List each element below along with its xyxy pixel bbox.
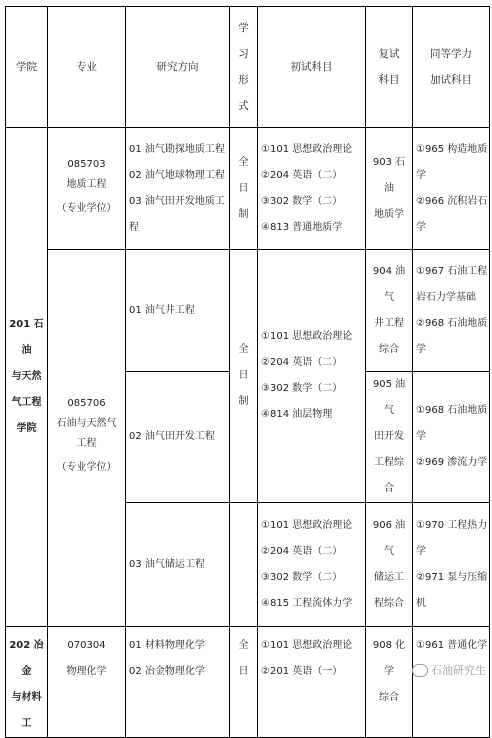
major-070304-cell: 070304 物理化学	[48, 627, 126, 738]
pe-study-form-03	[230, 503, 258, 627]
header-extra: 同等学力 加试科目	[413, 7, 490, 128]
chem-retest: 908 化学 综合	[366, 627, 413, 738]
pe-retest-03: 906 油气 储运工 程综合	[366, 503, 413, 627]
table-row-085703	[6, 128, 490, 250]
header-exam: 初试科目	[258, 7, 366, 128]
pe-exams-03: ①101 思想政治理论 ②204 英语（二） ③302 数学（二） ④815 工程流体力学	[258, 503, 366, 627]
college-202-cell: 202 冶金 与材料工	[6, 627, 48, 738]
pe-direction-03: 03 油气储运工程	[126, 503, 230, 627]
header-college: 学院	[6, 7, 48, 128]
chem-study-form: 全 日	[230, 627, 258, 738]
geo-exams: ①101 思想政治理论 ②204 英语（二） ③302 数学（二） ④813 普通地质学	[258, 128, 366, 250]
pe-retest-01: 904 油气 井工程 综合	[366, 250, 413, 372]
pe-exams: ①101 思想政治理论 ②204 英语（二） ③302 数学（二） ④814 油层物理	[258, 250, 366, 503]
pe-study-form: 全 日 制	[230, 250, 258, 503]
geo-study-form: 全 日 制	[230, 128, 258, 250]
pe-extra-03: ①970 工程热力 学 ②971 泵与压缩 机	[413, 503, 490, 627]
chat-bubble-icon	[412, 664, 428, 677]
pe-direction-01: 01 油气井工程	[126, 250, 230, 372]
chem-directions: 01 材料物理化学 02 冶金物理化学	[126, 627, 230, 738]
geo-extra: ①965 构造地质 学 ②966 沉积岩石 学	[413, 128, 490, 250]
table-row-070304	[6, 627, 490, 738]
watermark: 石油研究生	[412, 662, 486, 678]
header-major: 专业	[48, 7, 126, 128]
header-study-form: 学 习 形 式	[230, 7, 258, 128]
header-retest: 复试 科目	[366, 7, 413, 128]
header-direction: 研究方向	[126, 7, 230, 128]
admissions-table	[5, 6, 490, 738]
chem-exams: ①101 思想政治理论 ②201 英语（一）	[258, 627, 366, 738]
pe-extra-02: ①968 石油地质 学 ②969 渗流力学	[413, 372, 490, 503]
table-row-085706-01	[6, 250, 490, 372]
pe-direction-02: 02 油气田开发工程	[126, 372, 230, 503]
chem-extra: ①961 普通化学	[413, 627, 490, 738]
pe-retest-02: 905 油气 田开发 工程综 合	[366, 372, 413, 503]
major-085703-cell: 085703 地质工程 （专业学位）	[48, 128, 126, 250]
geo-retest: 903 石油 地质学	[366, 128, 413, 250]
major-085706-cell: 085706 石油与天然气 工程 （专业学位）	[48, 250, 126, 627]
geo-directions: 01 油气勘探地质工程 02 油气地球物理工程 03 油气田开发地质工 程	[126, 128, 230, 250]
header-row	[6, 7, 490, 128]
college-201-cell: 201 石油 与天然 气工程 学院	[6, 128, 48, 627]
pe-extra-01: ①967 石油工程 岩石力学基础 ②968 石油地质 学	[413, 250, 490, 372]
